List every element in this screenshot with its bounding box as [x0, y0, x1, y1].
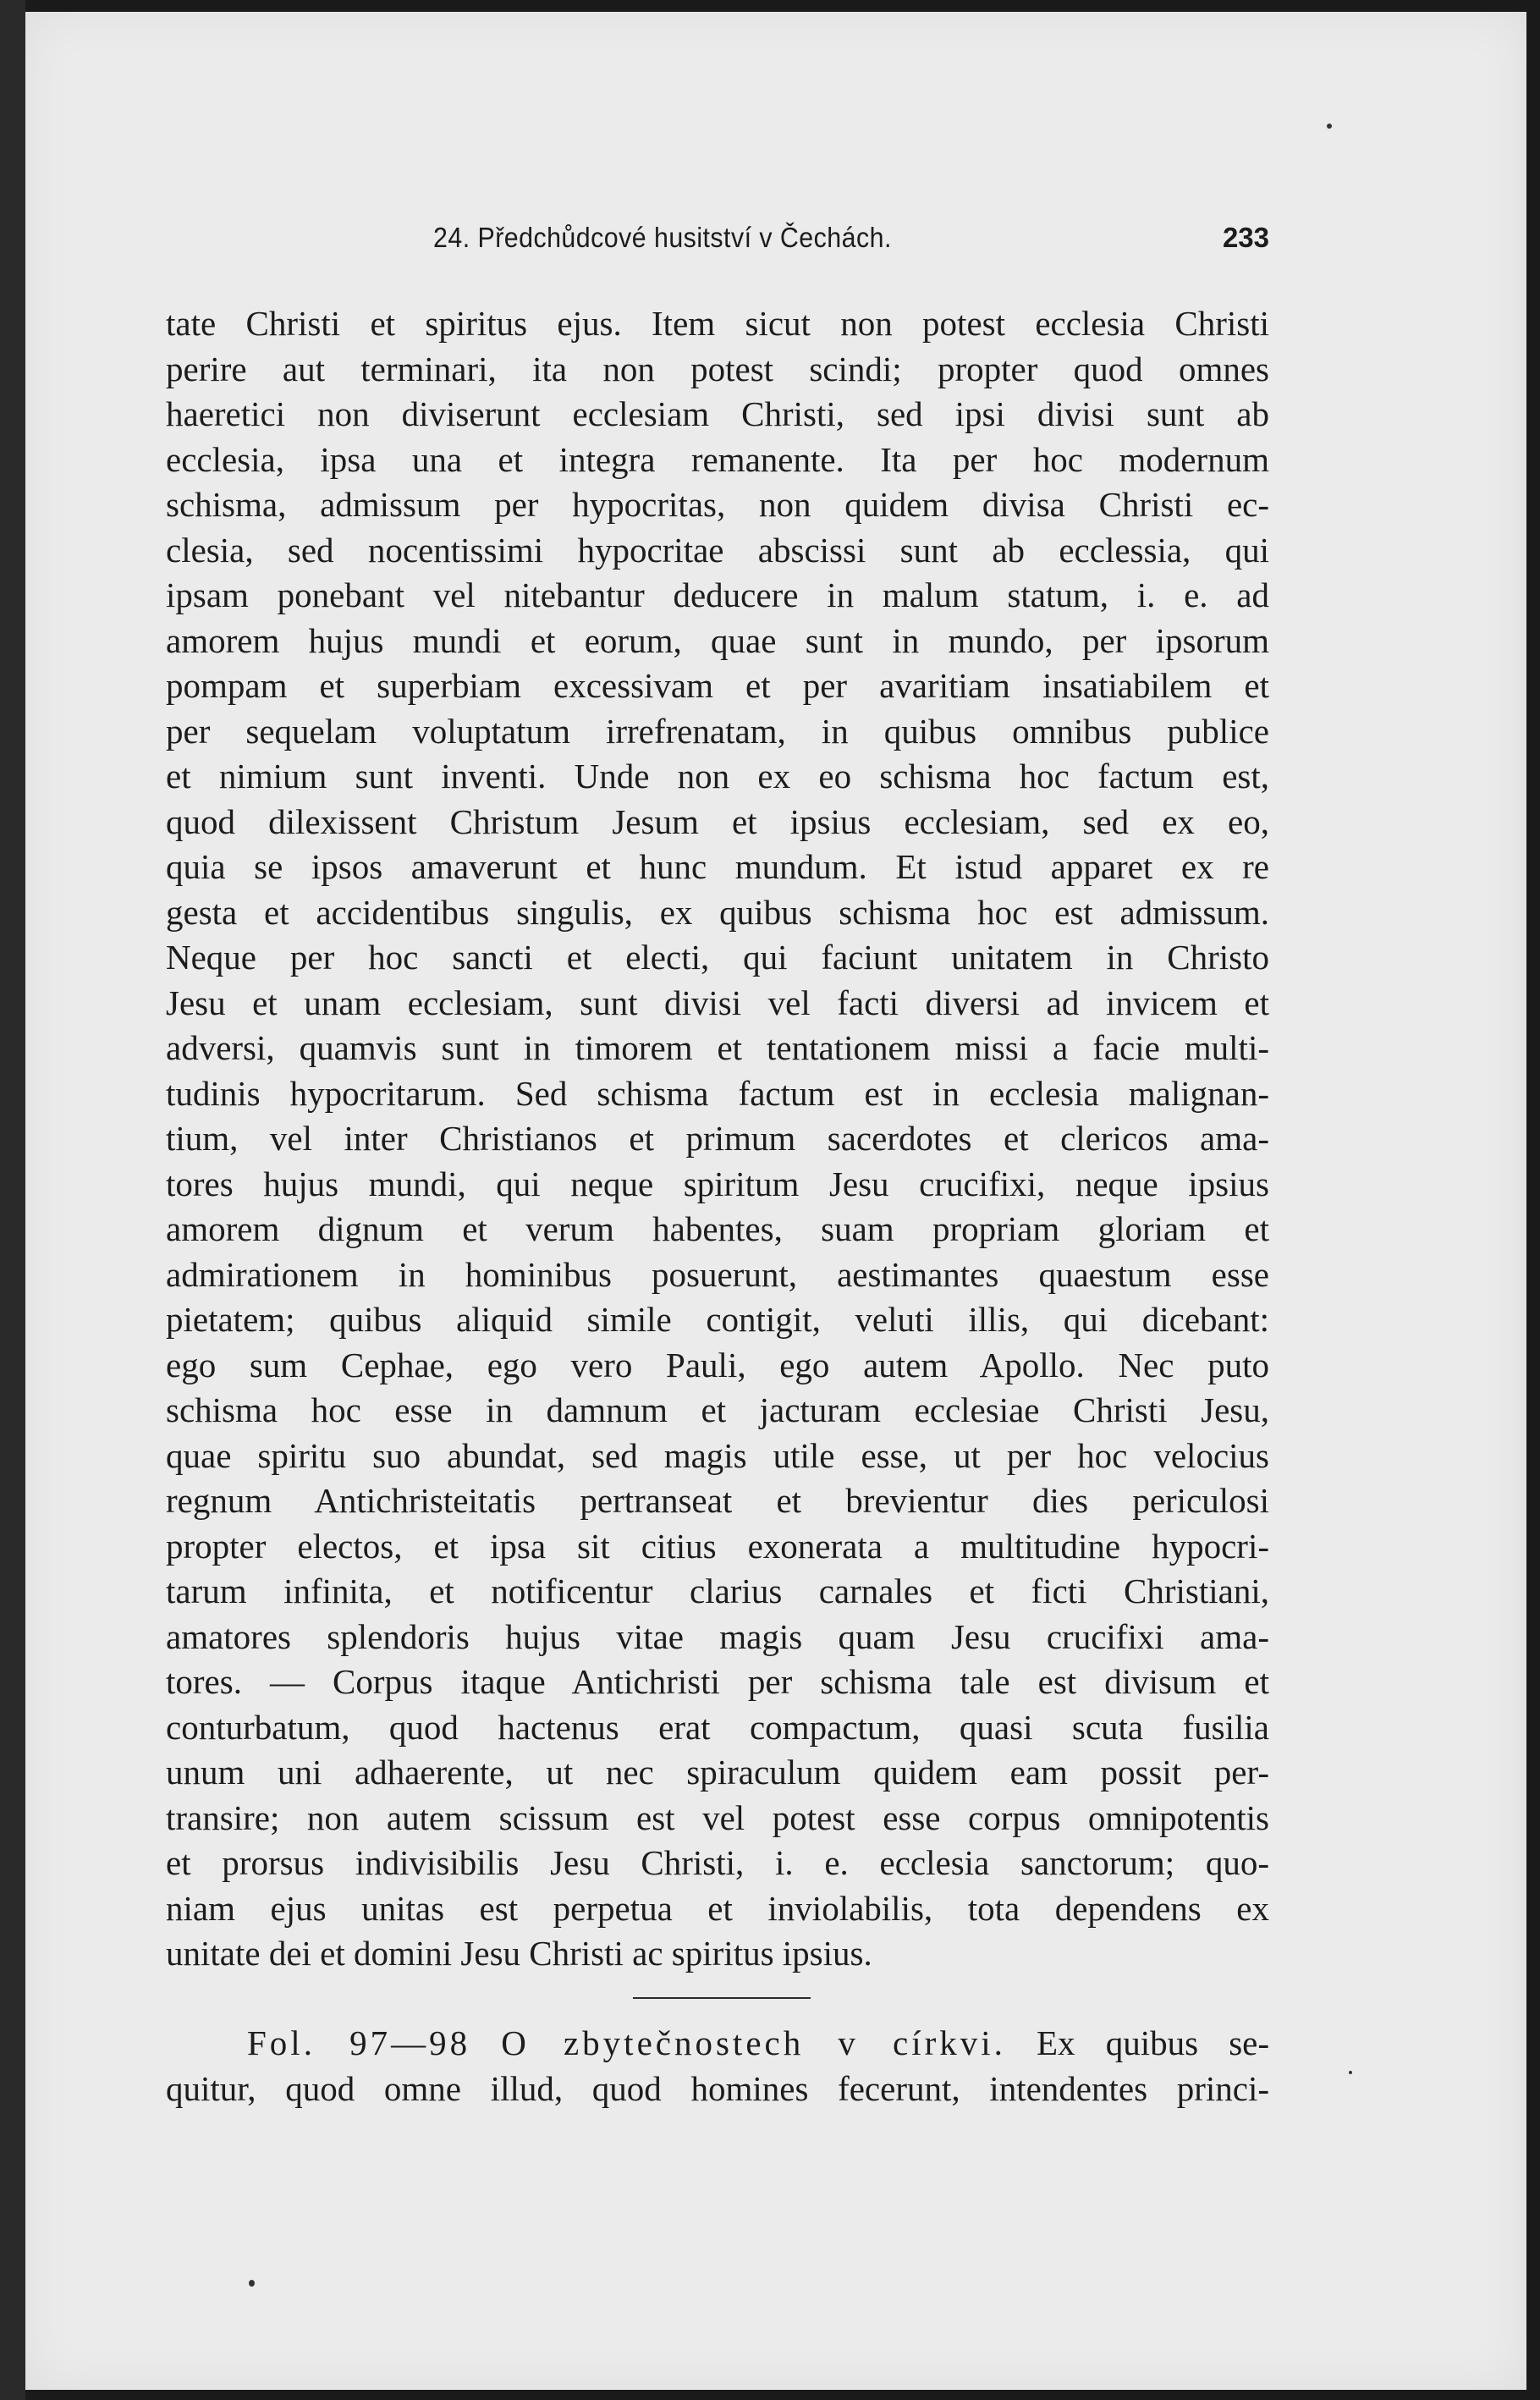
scan-speck — [249, 2280, 255, 2287]
text-line: amorem hujus mundi et eorum, quae sunt in mundo, per ipsorum — [166, 620, 1269, 660]
text-line: schisma, admissum per hypocritas, non quidem divisa Christi ec- — [166, 485, 1269, 524]
text-line: regnum Antichristeitatis pertranseat et brevientur dies periculosi — [166, 1481, 1269, 1520]
book-spine-shadow — [0, 0, 25, 2400]
text-line: unum uni adhaerente, ut nec spiraculum quidem eam possit per- — [166, 1753, 1269, 1792]
text-line: Neque per hoc sancti et electi, qui faciunt unitatem in Christo — [166, 938, 1269, 977]
text-line: Jesu et unam ecclesiam, sunt divisi vel facti diversi ad invicem et — [166, 983, 1269, 1022]
folio-label: Fol. 97—98 — [247, 2023, 471, 2062]
text-line: quitur, quod omne illud, quod homines fecerunt, intendentes princi- — [166, 2068, 1269, 2108]
text-line: tores. — Corpus itaque Antichristi per schisma tale est divisum et — [166, 1662, 1269, 1701]
page-number: 233 — [1222, 222, 1269, 253]
text-line: tium, vel inter Christianos et primum sacerdotes et clericos ama- — [166, 1119, 1269, 1158]
scan-speck — [1349, 2071, 1352, 2074]
folio-heading: O zbytečnostech v církvi. — [501, 2023, 1006, 2062]
text-line: clesia, sed nocentissimi hypocritae abscissi sunt ab ecclessia, qui — [166, 530, 1269, 570]
text-line: quod dilexissent Christum Jesum et ipsius ecclesiam, sed ex eo, — [166, 801, 1269, 841]
folio-paragraph — [166, 2021, 1269, 2111]
main-paragraph — [166, 301, 1269, 1977]
text-line: et nimium sunt inventi. Unde non ex eo schisma hoc factum est, — [166, 757, 1269, 795]
page-header — [169, 222, 1269, 272]
section-divider — [633, 1997, 811, 1999]
text-line: ego sum Cephae, ego vero Pauli, ego autem Apollo. Nec puto — [166, 1345, 1269, 1384]
scan-speck — [1327, 124, 1332, 129]
text-line: admirationem in hominibus posuerunt, aestimantes quaestum esse — [166, 1254, 1269, 1294]
folio-first-line — [166, 2021, 1269, 2067]
text-line: tores hujus mundi, qui neque spiritum Jesu crucifixi, neque ipsius — [166, 1164, 1269, 1203]
text-line: pompam et superbiam excessivam et per avaritiam insatiabilem et — [166, 666, 1269, 705]
text-line: pietatem; quibus aliquid simile contigit, veluti illis, qui dicebant: — [166, 1300, 1269, 1339]
running-title: 24. Předchůdcové husitství v Čechách. — [433, 222, 892, 253]
text-line: quia se ipsos amaverunt et hunc mundum. Et istud apparet ex re — [166, 847, 1269, 886]
text-line: quae spiritu suo abundat, sed magis utile esse, ut per hoc velocius — [166, 1435, 1269, 1475]
text-line: et prorsus indivisibilis Jesu Christi, i. e. ecclesia sanctorum; quo- — [166, 1843, 1269, 1882]
text-line: per sequelam voluptatum irrefrenatam, in quibus omnibus publice — [166, 711, 1269, 751]
text-line: tate Christi et spiritus ejus. Item sicut non potest ecclesia Christi — [166, 304, 1269, 343]
text-line: tarum infinita, et notificentur clarius carnales et ficti Christiani, — [166, 1572, 1269, 1610]
text-line: schisma hoc esse in damnum et jacturam ecclesiae Christi Jesu, — [166, 1390, 1269, 1429]
text-line: propter electos, et ipsa sit citius exonerata a multitudine hypocri- — [166, 1526, 1269, 1566]
text-line: haeretici non diviserunt ecclesiam Christi, sed ipsi divisi sunt ab — [166, 394, 1269, 433]
text-line: amatores splendoris hujus vitae magis quam Jesu crucifixi ama- — [166, 1616, 1269, 1656]
text-line: transire; non autem scissum est vel potest esse corpus omnipotentis — [166, 1797, 1269, 1837]
text-line: ipsam ponebant vel nitebantur deducere in malum statum, i. e. ad — [166, 575, 1269, 614]
text-line: conturbatum, quod hactenus erat compactum, quasi scuta fusilia — [166, 1707, 1269, 1747]
text-line: adversi, quamvis sunt in timorem et tentationem missi a facie multi- — [166, 1028, 1269, 1067]
folio-line-rest: Ex quibus se- — [1037, 2023, 1269, 2062]
text-line: perire aut terminari, ita non potest scindi; propter quod omnes — [166, 349, 1269, 388]
text-line: niam ejus unitas est perpetua et inviolabilis, tota dependens ex — [166, 1888, 1269, 1928]
text-line: ecclesia, ipsa una et integra remanente. Ita per hoc modernum — [166, 439, 1269, 479]
text-line: gesta et accidentibus singulis, ex quibus schisma hoc est admissum. — [166, 892, 1269, 932]
text-line: amorem dignum et verum habentes, suam propriam gloriam et — [166, 1209, 1269, 1248]
text-line: tudinis hypocritarum. Sed schisma factum est in ecclesia malignan- — [166, 1073, 1269, 1113]
text-line: unitate dei et domini Jesu Christi ac spiritus ipsius. — [166, 1934, 872, 1973]
